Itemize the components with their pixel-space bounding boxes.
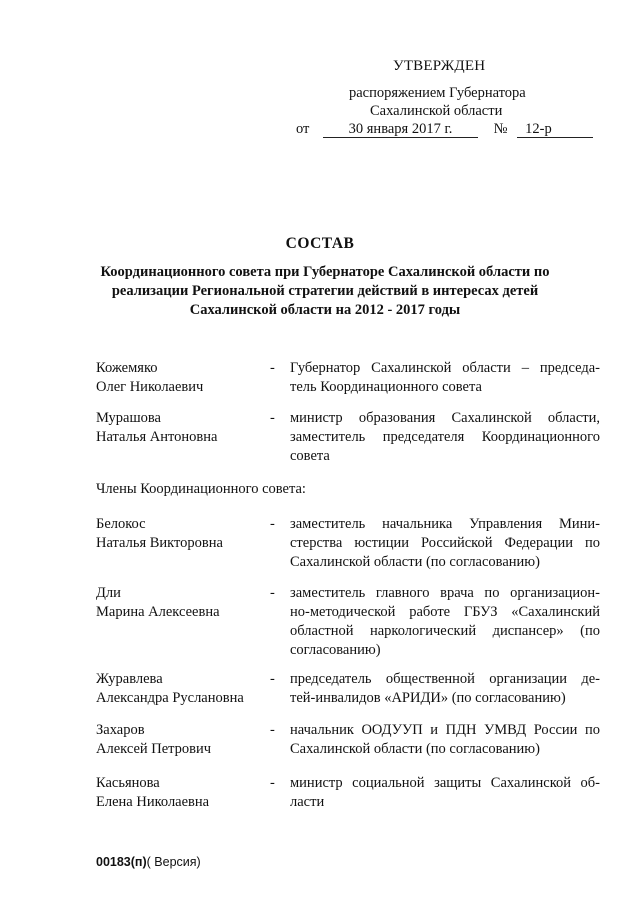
footer-version: ( Версия) xyxy=(146,855,201,869)
role-line: но-методической работе ГБУЗ «Сахалинский xyxy=(290,604,600,620)
role-line: Сахалинской области (по согласованию) xyxy=(290,554,540,570)
member-name xyxy=(96,584,220,622)
subtitle-line: Координационного совета при Губернаторе Сахалинской области по xyxy=(100,264,550,280)
role-line: стерства юстиции Российской Федерации по xyxy=(290,535,600,551)
member-name xyxy=(96,409,217,447)
role-line: согласованию) xyxy=(290,642,381,658)
member-role xyxy=(290,409,600,466)
member-name xyxy=(96,721,211,759)
member-surname: Захаров xyxy=(96,722,145,738)
member-surname: Мурашова xyxy=(96,410,161,426)
member-surname: Белокос xyxy=(96,516,146,532)
footer-code: 00183(п) xyxy=(96,855,147,869)
member-name xyxy=(96,774,209,812)
approval-date-value: 30 января 2017 г. xyxy=(323,122,478,138)
role-line: областной наркологический диспансер» (по xyxy=(290,623,600,639)
role-line: совета xyxy=(290,448,330,464)
member-given-name: Александра Руслановна xyxy=(96,690,244,706)
document-subtitle xyxy=(90,263,560,320)
role-line: Сахалинской области (по согласованию) xyxy=(290,741,540,757)
member-given-name: Наталья Викторовна xyxy=(96,535,223,551)
member-name xyxy=(96,515,223,553)
member-role xyxy=(290,584,600,660)
member-surname: Кожемяко xyxy=(96,360,158,376)
subtitle-line: реализации Региональной стратегии действий в интересах детей xyxy=(111,283,539,299)
member-surname: Журавлева xyxy=(96,671,163,687)
member-dash: - xyxy=(270,775,275,791)
approval-date-line xyxy=(296,121,593,138)
approval-title: УТВЕРЖДЕН xyxy=(393,58,486,74)
members-heading: Члены Координационного совета: xyxy=(96,481,306,497)
member-dash: - xyxy=(270,671,275,687)
role-line: министр социальной защиты Сахалинской об- xyxy=(290,775,600,791)
approval-line-1: распоряжением Губернатора xyxy=(349,85,526,101)
member-dash: - xyxy=(270,585,275,601)
subtitle-line: Сахалинской области на 2012 - 2017 годы xyxy=(189,302,461,318)
member-given-name: Алексей Петрович xyxy=(96,741,212,757)
approval-number-value: 12-р xyxy=(517,122,593,138)
member-dash: - xyxy=(270,722,275,738)
role-line: министр образования Сахалинской области, xyxy=(290,410,600,426)
member-surname: Дли xyxy=(96,585,121,601)
role-line: председатель общественной организации де- xyxy=(290,671,600,687)
member-name xyxy=(96,359,203,397)
approval-date-prefix: от xyxy=(296,121,310,137)
member-given-name: Олег Николаевич xyxy=(96,379,204,395)
role-line: заместитель начальника Управления Мини- xyxy=(290,516,600,532)
role-line: заместитель председателя Координационного xyxy=(290,429,600,445)
member-given-name: Елена Николаевна xyxy=(96,794,210,810)
member-given-name: Марина Алексеевна xyxy=(96,604,220,620)
role-line: тей-инвалидов «АРИДИ» (по согласованию) xyxy=(290,690,566,706)
member-role xyxy=(290,670,600,708)
role-line: заместитель главного врача по организацион- xyxy=(290,585,600,601)
member-surname: Касьянова xyxy=(96,775,160,791)
member-role xyxy=(290,721,600,759)
member-dash: - xyxy=(270,360,275,376)
role-line: начальник ООДУУП и ПДН УМВД России по xyxy=(290,722,600,738)
member-role xyxy=(290,515,600,572)
member-role xyxy=(290,774,600,812)
member-role xyxy=(290,359,600,397)
document-title: СОСТАВ xyxy=(285,235,355,252)
role-line: Губернатор Сахалинской области – председа- xyxy=(290,360,600,376)
role-line: тель Координационного совета xyxy=(290,379,482,395)
member-given-name: Наталья Антоновна xyxy=(96,429,218,445)
member-dash: - xyxy=(270,410,275,426)
approval-number-sign: № xyxy=(493,121,508,137)
approval-line-2: Сахалинской области xyxy=(370,103,503,119)
document-footer-code xyxy=(96,855,201,869)
member-dash: - xyxy=(270,516,275,532)
member-name xyxy=(96,670,244,708)
role-line: ласти xyxy=(290,794,325,810)
